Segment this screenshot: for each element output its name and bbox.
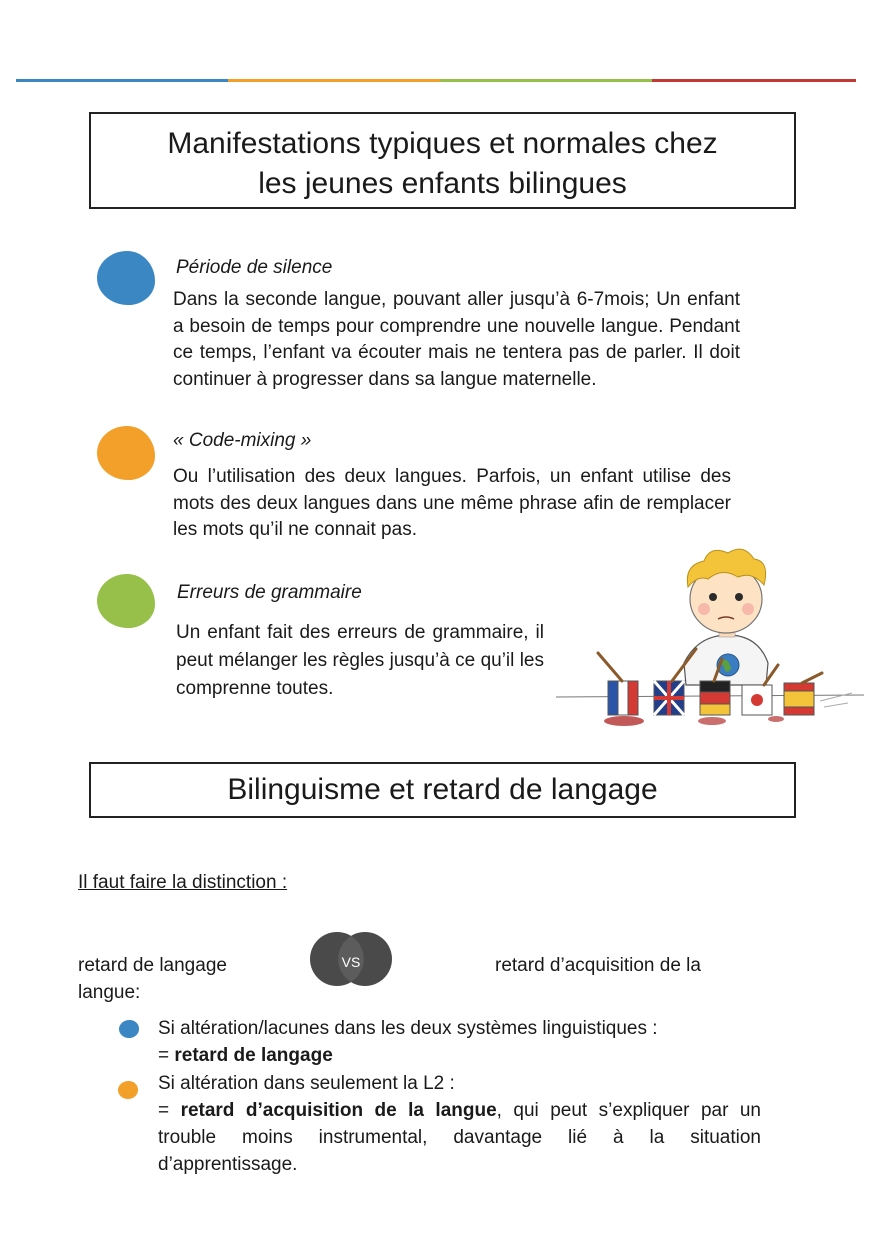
bullet1-bold: retard de langage	[174, 1045, 333, 1066]
orange-bullet-blob	[97, 426, 155, 480]
item-text-code-mixing: Ou l’utilisation des deux langues. Parfois, un enfant utilise des mots des deux langues dans une même phrase afin de remplacer les mots qu’il ne connait pas.	[173, 466, 731, 540]
right-term-line2: langue:	[78, 982, 141, 1003]
item-heading-silence: Période de silence	[176, 257, 333, 278]
orange-bullet-dot	[118, 1081, 138, 1099]
vs-label: VS	[341, 954, 361, 970]
distinction-intro: Il faut faire la distinction :	[78, 872, 288, 893]
bullet2-rest: , qui peut s’expliquer par un trouble moins instrumental, davantage lié à la situation d’apprentissage.	[158, 1100, 761, 1175]
top-rule-green	[440, 79, 652, 82]
top-rule-blue	[16, 79, 228, 82]
right-term-line1: retard d’acquisition de la	[495, 955, 701, 976]
blue-bullet-blob	[97, 251, 155, 305]
section1-title-box	[89, 112, 796, 209]
bullet1-eq: =	[158, 1045, 175, 1066]
bullet1-result	[158, 1042, 333, 1069]
top-rule-red	[652, 79, 856, 82]
item-heading-grammaire: Erreurs de grammaire	[177, 582, 362, 603]
child-illustration	[552, 535, 874, 740]
section2-title-box	[89, 762, 796, 818]
item-text-silence: Dans la seconde langue, pouvant aller jusqu’à 6-7mois; Un enfant a besoin de temps pour comprendre une nouvelle langue. Pendant ce temps, l’enfant va écouter mais ne tentera pas de parler. Il doit continuer à progresser dans sa langue maternelle.	[173, 289, 740, 390]
section1-title-line1: Manifestations typiques et normales chez	[167, 127, 718, 160]
item-heading-code-mixing: « Code-mixing »	[173, 430, 312, 451]
blue-bullet-dot	[119, 1020, 139, 1038]
section2-title: Bilinguisme et retard de langage	[227, 773, 658, 806]
item-text-grammaire: Un enfant fait des erreurs de grammaire, il peut mélanger les règles jusqu’à ce qu’il les comprenne toutes.	[176, 622, 544, 699]
bullet2-eq: =	[158, 1100, 181, 1121]
bullet2-line: Si altération dans seulement la L2 :	[158, 1073, 455, 1094]
bullet2-bold: retard d’acquisition de la langue	[180, 1100, 497, 1121]
left-term: retard de langage	[78, 955, 227, 976]
green-bullet-blob	[97, 574, 155, 628]
top-rule-orange	[228, 79, 440, 82]
bullet1-line: Si altération/lacunes dans les deux systèmes linguistiques :	[158, 1018, 658, 1039]
bullet2-result	[158, 1097, 761, 1178]
section1-title-line2: les jeunes enfants bilingues	[258, 167, 627, 200]
